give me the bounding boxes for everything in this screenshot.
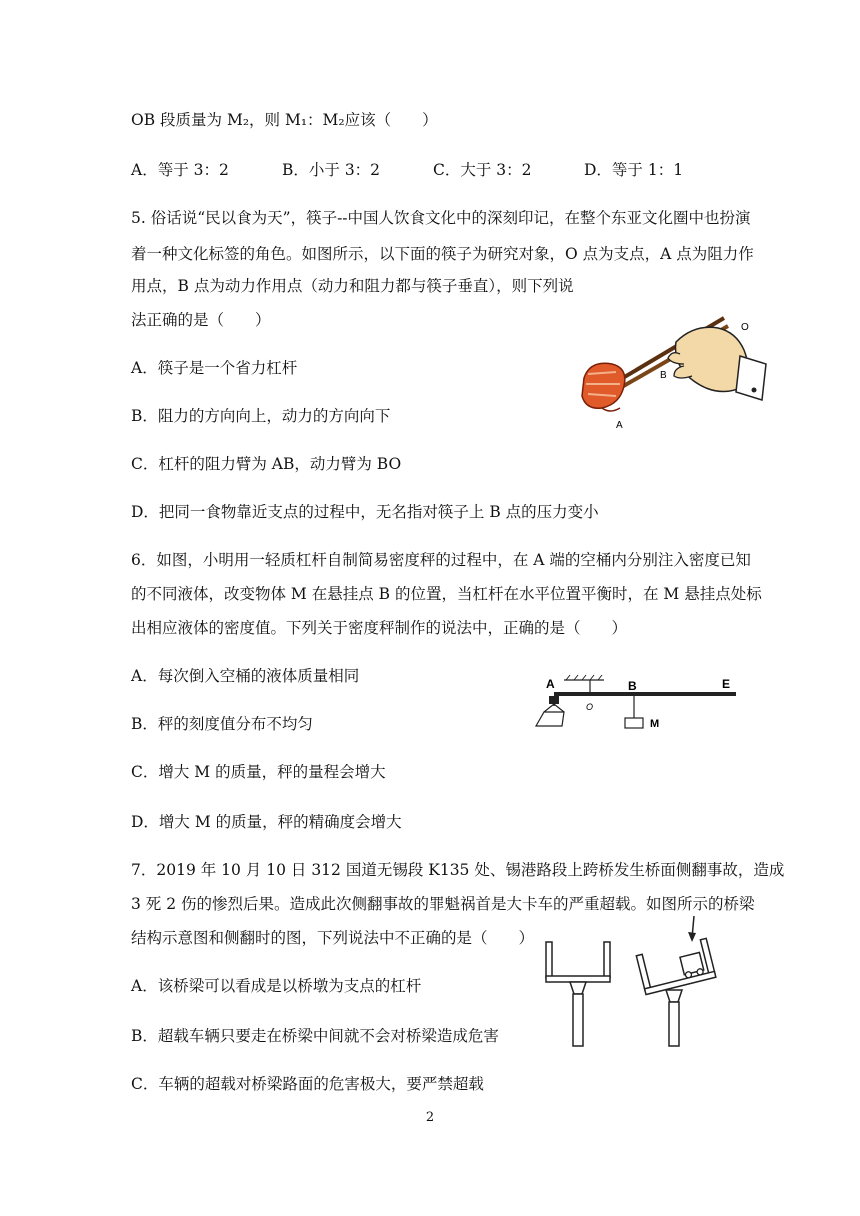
label-e: E [722,677,731,691]
truck-icon [680,952,705,978]
q7-option-c: C．车辆的超载对桥梁路面的危害极大，要严禁超载 [131,1075,484,1093]
chopsticks-figure [576,304,776,432]
q6-stem-line-1: 6．如图，小明用一轻质杠杆自制简易密度秤的过程中，在 A 端的空桶内分别注入密度已知 [131,551,751,569]
q6-stem-line-3: 出相应液体的密度值。下列关于密度秤制作的说法中，正确的是（ ） [131,619,628,637]
density-scale-figure [530,670,740,736]
q7-stem-line-2: 3 死 2 伤的惨烈后果。造成此次侧翻事故的罪魁祸首是大卡车的严重超载。如图所示的桥梁 [131,895,755,913]
q6-option-a: A．每次倒入空桶的液体质量相同 [131,667,360,685]
q4-option-b: B．小于 3：2 [282,161,381,179]
hand-icon [668,327,766,400]
q5-stem-line-1: 5. 俗话说“民以食为天”，筷子--中国人饮食文化中的深刻印记，在整个东亚文化圈中也扮演 [131,209,751,227]
q5-stem-line-4: 法正确的是（ ） [131,311,271,329]
label-b: B [660,370,667,381]
q5-option-c: C．杠杆的阻力臂为 AB，动力臂为 BO [131,455,402,473]
q5-option-d: D．把同一食物靠近支点的过程中，无名指对筷子上 B 点的压力变小 [131,503,599,521]
q5-option-b: B．阻力的方向向上，动力的方向向下 [131,407,391,425]
q5-option-a: A．筷子是一个省力杠杆 [131,359,298,377]
label-o: O [741,322,749,333]
q7-stem-line-3: 结构示意图和侧翻时的图，下列说法中不正确的是（ ） [131,929,535,947]
q7-stem-line-1: 7．2019 年 10 月 10 日 312 国道无锡段 K135 处、锡港路段上跨桥发生桥面侧翻事故，造成 [131,861,785,879]
q4-stem-line: OB 段质量为 M₂，则 M₁：M₂应该（ ） [131,111,438,129]
label-m: M [650,718,660,730]
label-o: O [586,702,594,712]
shrimp-icon [582,363,625,411]
bridge-normal-figure [540,940,616,1050]
label-a: A [616,420,623,431]
page-number: 2 [425,1110,435,1125]
label-a: A [546,677,555,691]
q7-option-a: A．该桥梁可以看成是以桥墩为支点的杠杆 [131,977,422,995]
label-b: B [628,679,637,693]
q7-option-b: B．超载车辆只要走在桥梁中间就不会对桥梁造成危害 [131,1027,499,1045]
bridge-tilted-figure [634,914,724,1050]
q4-option-c: C．大于 3：2 [433,161,532,179]
q4-option-d: D．等于 1：1 [584,161,684,179]
q6-stem-line-2: 的不同液体，改变物体 M 在悬挂点 B 的位置，当杠杆在水平位置平衡时，在 M 悬挂点处标 [131,585,762,603]
q6-option-c: C．增大 M 的质量，秤的量程会增大 [131,763,386,781]
q6-option-b: B．秤的刻度值分布不均匀 [131,715,313,733]
q5-stem-line-3: 用点，B 点为动力作用点（动力和阻力都与筷子垂直），则下列说 [131,277,574,295]
q4-option-a: A．等于 3：2 [131,161,229,179]
q5-stem-line-2: 着一种文化标签的角色。如图所示，以下面的筷子为研究对象，O 点为支点，A 点为阻力作 [131,245,754,263]
q6-option-d: D．增大 M 的质量，秤的精确度会增大 [131,813,402,831]
